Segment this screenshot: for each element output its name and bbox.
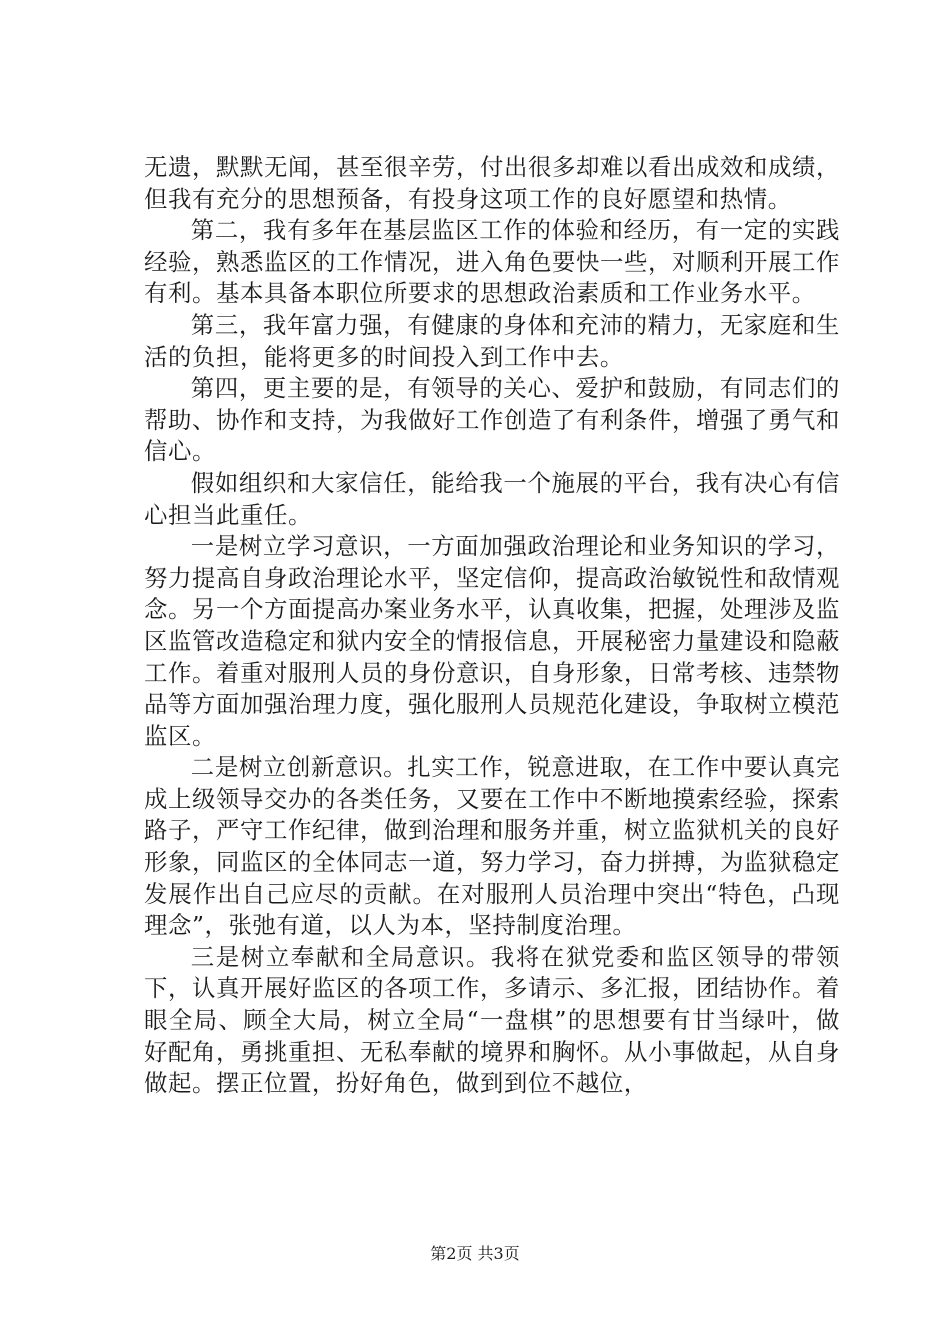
paragraph-5: 假如组织和大家信任，能给我一个施展的平台，我有决心有信心担当此重任。	[144, 468, 840, 529]
paragraph-7: 二是树立创新意识。扎实工作，锐意进取，在工作中要认真完成上级领导交办的各类任务，又要在工作中不断地摸索经验，探索路子，严守工作纪律，做到治理和服务并重，树立监狱机关的良好形象，同监区的全体同志一道，努力学习，奋力拼搏，为监狱稳定发展作出自己应尽的贡献。在对服刑人员治理中突出“特色，凸现理念”，张弛有道，以人为本，坚持制度治理。	[144, 753, 840, 940]
paragraph-1: 无遗，默默无闻，甚至很辛劳，付出很多却难以看出成效和成绩，但我有充分的思想预备，有投身这项工作的良好愿望和热情。	[144, 153, 840, 213]
paragraph-4: 第四，更主要的是，有领导的关心、爱护和鼓励，有同志们的帮助、协作和支持，为我做好工作创造了有利条件，增强了勇气和信心。	[144, 374, 840, 466]
paragraph-6: 一是树立学习意识，一方面加强政治理论和业务知识的学习，努力提高自身政治理论水平，坚定信仰，提高政治敏锐性和敌情观念。另一个方面提高办案业务水平，认真收集，把握，处理涉及监区监管改造稳定和狱内安全的情报信息，开展秘密力量建设和隐蔽工作。着重对服刑人员的身份意识，自身形象，日常考核、违禁物品等方面加强治理力度，强化服刑人员规范化建设，争取树立模范监区。	[144, 532, 840, 750]
page-footer: 第2页 共3页	[430, 1244, 520, 1263]
paragraph-3: 第三，我年富力强，有健康的身体和充沛的精力，无家庭和生活的负担，能将更多的时间投入到工作中去。	[144, 310, 840, 371]
paragraph-2: 第二，我有多年在基层监区工作的体验和经历，有一定的实践经验，熟悉监区的工作情况，进入角色要快一些，对顺利开展工作有利。基本具备本职位所要求的思想政治素质和工作业务水平。	[144, 216, 840, 308]
paragraph-8: 三是树立奉献和全局意识。我将在狱党委和监区领导的带领下，认真开展好监区的各项工作，多请示、多汇报，团结协作。着眼全局、顾全大局，树立全局“一盘棋”的思想要有甘当绿叶，做好配角，勇挑重担、无私奉献的境界和胸怀。从小事做起，从自身做起。摆正位置，扮好角色，做到到位不越位，	[144, 942, 840, 1098]
document-body	[144, 152, 840, 1100]
